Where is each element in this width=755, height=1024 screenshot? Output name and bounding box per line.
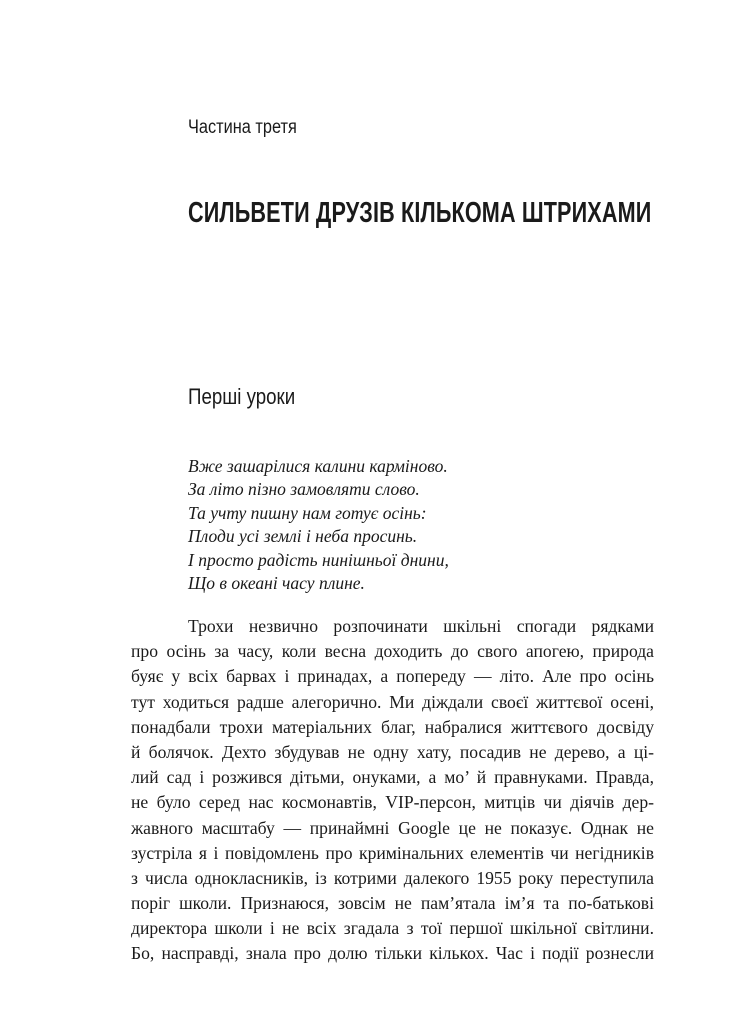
chapter-title: Перші уроки [188, 384, 296, 409]
poem-line: Що в океані часу плине. [188, 573, 365, 594]
section-title: СИЛЬВЕТИ ДРУЗІВ КІЛЬКОМА ШТРИХАМИ [188, 197, 652, 229]
body-line: жавного масштабу — принаймні Google це не показує. Однак не [131, 817, 654, 838]
part-label: Частина третя [188, 117, 297, 138]
body-line: поріг школи. Признаюся, зовсім не пам’ятала імʼя та по-батькові [131, 893, 654, 914]
body-line: й болячок. Дехто збудував не одну хату, посадив не дерево, а ці- [131, 741, 654, 762]
body-line: понадбали трохи матеріальних благ, набралися життєвого досвіду [131, 716, 654, 737]
body-line: з числа однокласників, із котрими далекого 1955 року переступила [131, 867, 654, 888]
poem-line: Та учту пишну нам готує осінь: [188, 502, 427, 523]
body-line: директора школи і не всіх згадала з тої першої шкільної світлини. [131, 918, 654, 939]
epigraph-poem [188, 455, 449, 595]
body-line: Бо, насправді, знала про долю тільки кількох. Час і події рознесли [131, 943, 654, 964]
body-line: буяє у всіх барвах і принадах, а попереду — літо. Але про осінь [131, 666, 654, 687]
body-line: Трохи незвично розпочинати шкільні спогади рядками [188, 616, 654, 636]
body-line: тут ходиться радше алегорично. Ми діждали своєї життєвої осені, [131, 691, 654, 712]
poem-line: Плоди усі землі і неба просинь. [188, 526, 418, 547]
poem-line: І просто радість нинішньої днини, [188, 549, 449, 570]
body-paragraph [131, 614, 654, 967]
body-line: про осінь за часу, коли весна доходить до свого апогею, природа [131, 641, 654, 662]
poem-line: Вже зашарілися калини карміново. [188, 456, 448, 476]
body-line: не було серед нас космонавтів, VIP-персон, митців чи діячів дер- [131, 792, 654, 813]
body-line: лий сад і розжився дітьми, онуками, а мо’ й правнуками. Правда, [131, 767, 654, 788]
body-line: зустріла я і повідомлень про кримінальних елементів чи негідників [131, 842, 654, 863]
poem-line: За літо пізно замовляти слово. [188, 479, 420, 500]
